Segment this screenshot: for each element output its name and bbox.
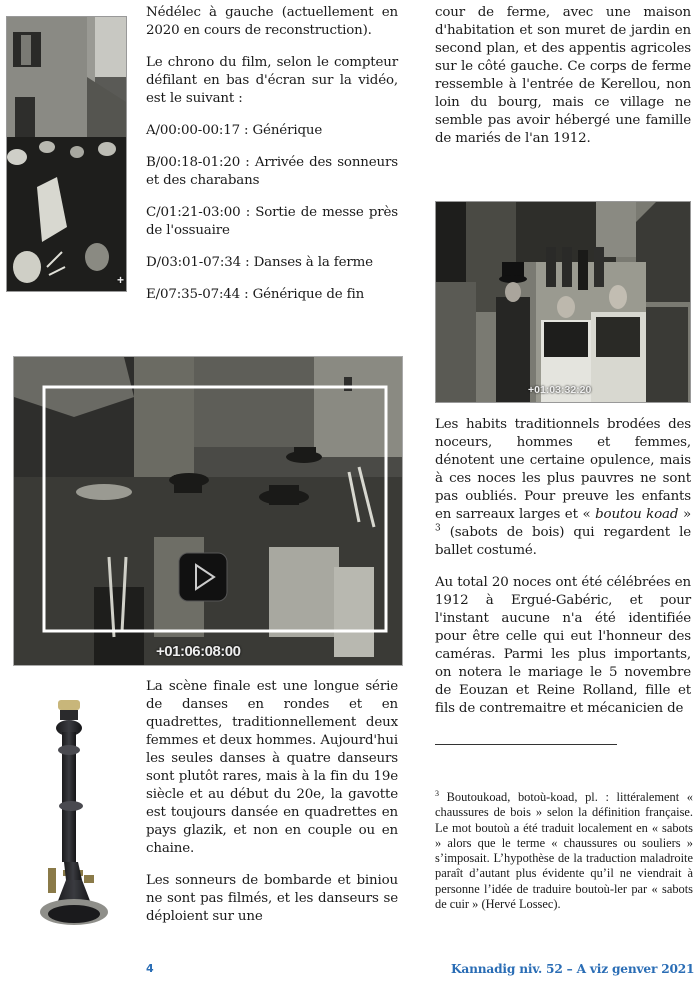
paragraph: Le chrono du film, selon le compteur défilant en bas d'écran sur la vidéo, est le suivant : — [146, 55, 398, 106]
footnote-separator — [435, 744, 617, 745]
chrono-item-c: C/01:21-03:00 : Sortie de messe près de l'ossuaire — [146, 205, 398, 238]
paragraph: Nédélec à gauche (actuellement en 2020 en cours de reconstruction). — [146, 5, 398, 38]
chrono-item-a: A/00:00-00:17 : Générique — [146, 123, 323, 138]
play-button[interactable] — [179, 553, 227, 601]
film-still-church-crowd — [6, 16, 127, 292]
footnote-text: Boutoukoad, botoù-koad, pl. : littéralement « chaussures de bois » selon la définition française. Le mot boutoù a été traduit localement en « sabots » alors que le terme « chaussures ou souliers » s’imposait. L’hypothèse de la traduction maladroite paraît d’autant plus évidente qu’il ne viendrait à personne l’idée de traduire boutoù-ler par « sabots de cuir » (Hervé Lossec). — [435, 790, 693, 912]
publication-footer: Kannadig niv. 52 – A viz genver 2021 — [451, 962, 695, 976]
chrono-item-e: E/07:35-07:44 : Générique de fin — [146, 287, 365, 302]
footnote — [435, 790, 693, 912]
paragraph: cour de ferme, avec une maison d'habitation et son muret de jardin en second plan, et des appentis agricoles sur le côté gauche. Ce corps de ferme ressemble à l'entrée de Kerellou, non loin du bourg, mais ce village ne semble pas avoir hébergé une famille de mariés de l'an 1912. — [435, 5, 691, 146]
chrono-item-b: B/00:18-01:20 : Arrivée des sonneurs et des charabans — [146, 155, 398, 188]
breton-term: boutou koad — [595, 507, 679, 522]
paragraph-text: Les habits traditionnels brodées des noceurs, hommes et femmes, dénotent une certaine opulence, mais à ces noces les plus pauvres ne sont pas oubliés. Pour preuve les enfants en sarreaux larges et « — [435, 417, 691, 522]
film-still-church-crowd-image — [7, 17, 126, 291]
video-still-dance — [13, 356, 403, 666]
quote-close: » — [678, 507, 691, 522]
paragraph: Les sonneurs de bombarde et biniou ne sont pas filmés, et les danseurs se déploient sur une — [146, 873, 398, 924]
paragraph — [435, 416, 691, 560]
chrono-item-d: D/03:01-07:34 : Danses à la ferme — [146, 255, 373, 270]
video-timecode: +01:03:32:20 — [528, 384, 592, 396]
video-still-procession-image — [436, 202, 690, 402]
footnote-reference[interactable]: 3 — [435, 523, 441, 534]
video-still-procession — [435, 201, 691, 403]
bombarde-icon — [20, 680, 130, 940]
bombarde-image — [20, 680, 130, 940]
paragraph: Au total 20 noces ont été célébrées en 1912 à Ergué-Gabéric, et pour l'instant aucune n'a été identifiée pour être celle qui eut l'honneur des caméras. Parmi les plus importants, on notera le mariage le 5 novembre de Eouzan et Reine Rolland, fille et fils de contremaitre et mécanicien de — [435, 575, 691, 716]
right-column-top-text — [435, 4, 691, 162]
footnote-number: 3 — [435, 788, 439, 798]
paragraph-text: (sabots de bois) qui regardent le ballet costumé. — [435, 525, 691, 558]
right-column-bottom-text — [435, 416, 691, 732]
page-number: 4 — [146, 962, 154, 975]
video-still-dance-image — [14, 357, 402, 665]
left-column-bottom-text — [146, 678, 398, 940]
video-timecode: +01:06:08:00 — [156, 643, 241, 660]
paragraph: La scène finale est une longue série de danses en rondes et en quadrettes, traditionnellement deux femmes et deux hommes. Aujourd'hui les seules danses à quatre danseurs sont plutôt rares, mais à la fin du 19e siècle et au début du 20e, la gavotte est toujours dansée en quadrettes en pays glazik, et non en couple ou en chaine. — [146, 679, 398, 856]
left-column-top-text — [146, 4, 398, 318]
film-marker-plus: + — [116, 273, 124, 287]
